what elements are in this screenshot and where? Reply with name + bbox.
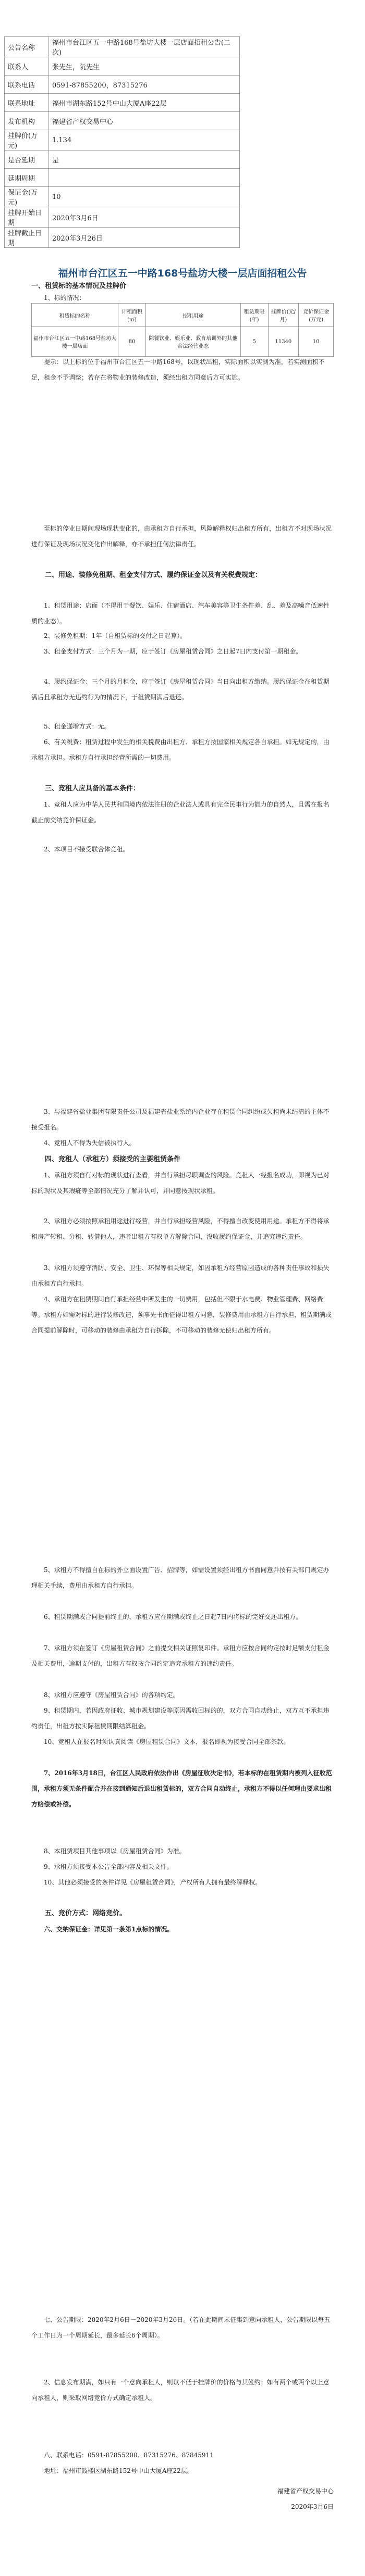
meta-value xyxy=(49,169,240,187)
page-title: 福州市台江区五一中路168号盐坊大楼一层店面招租公告 xyxy=(58,268,307,279)
term-2: 2、承租方必须按照承租用途进行经营，并自行承担经营风险，不得擅自改变使用用途。承租方不得将承租房产转租、分租、转借他人，违者出租方有权单方解除合同，没收履约保证金，并追究违约责任。 xyxy=(31,1217,330,1240)
term-9: 9、租赁期内，若因政府征收、城市规划建设等原因需收回标的的，双方合同自动终止，双方互不承担违约责任，出租方按实际租赁期限结算租金。 xyxy=(31,1707,330,1730)
term-8: 8、承租方应遵守《房屋租赁合同》的各项约定。 xyxy=(44,1691,179,1699)
term-3: 3、承租方须遵守消防、安全、卫生、环保等相关规定，如因承租方经营原因造成的各种责任事故和损失由承租方自行承担。 xyxy=(31,1264,330,1287)
meta-key: 公告名称 xyxy=(5,37,49,57)
meta-row xyxy=(5,130,240,150)
meta-value: 2020年3月26日 xyxy=(49,228,240,248)
meta-row xyxy=(5,169,240,187)
prop-header-cell: 租赁标的名称 xyxy=(32,304,118,327)
section-5-heading: 五、竞价方式：网络竞价。 xyxy=(45,1909,127,1917)
meta-value: 2020年3月6日 xyxy=(49,207,240,228)
prop-header-cell: 租赁期限(年) xyxy=(240,304,268,327)
meta-key: 挂牌价(万元) xyxy=(5,130,49,150)
cond-4: 4、竞租人不得为失信被执行人。 xyxy=(44,1139,136,1147)
term-contract: 8、本租赁项目其他事项以《房屋租赁合同》为准。 xyxy=(44,1848,186,1855)
meta-row xyxy=(5,150,240,169)
term-expropriation: 7、2016年3月18日，台江区人民政府依法作出《房屋征收决定书》，若本标的在租赁期内被列入征收范围，承租方须无条件配合并在接到通知后退出租赁标的，双方合同自动终止，承租方不得以任何理由要求出租方赔偿或补偿。 xyxy=(31,1769,332,1808)
meta-value: 是 xyxy=(49,150,240,169)
prop-header-cell: 计租面积(㎡) xyxy=(118,304,146,327)
term-7: 7、承租方须在签订《房屋租赁合同》之前提交相关证照复印件。承租方应按合同约定按时足额支付租金及相关费用，逾期支付的，出租方有权按合同约定追究承租方的违约责任。 xyxy=(31,1644,330,1667)
prop-cell: 11340 xyxy=(268,327,299,357)
note-paragraph: 提示：以上标的位于福州市台江区五一中路168号，以现状出租，实际面积以实测为准，若实测面积不足，租金不予调整；若存在将物业的装修改造，须经出租方同意后方可实施。 xyxy=(31,358,325,381)
meta-row xyxy=(5,112,240,130)
meta-row xyxy=(5,228,240,248)
contact-address: 地址：福州市鼓楼区湖东路152号中山大厦A座22层。 xyxy=(44,2467,193,2474)
meta-key: 联系地址 xyxy=(5,94,49,112)
section-7-period: 七、公告期限：2020年2月6日－2020年3月26日。（若在此期间未征集到意向承租人，公告期限以每五个工作日为一个周期延长，最多延长6个周期）。 xyxy=(31,2316,331,2339)
issue-date: 2020年3月6日 xyxy=(291,2503,334,2510)
free-rent-paragraph: 2、装修免租期：1年（自租赁标的交付之日起算）。 xyxy=(44,632,187,639)
meta-key: 挂牌开始日期 xyxy=(5,207,49,228)
increase-paragraph: 5、租金递增方式：无。 xyxy=(44,723,111,730)
contact-phone: 八、联系电话：0591-87855200、87315276、87845911 xyxy=(44,2452,214,2459)
term-10: 10、竞租人在报名时须认真阅读《房屋租赁合同》文本，报名即视为接受合同全部条款。 xyxy=(44,1738,290,1745)
meta-value: 10 xyxy=(49,187,240,207)
meta-row xyxy=(5,57,240,76)
term-accept: 9、承租方须接受本公告全部内容及相关文件。 xyxy=(44,1863,173,1870)
deposit-note: 六、交纳保证金：详见第一条第1点标的情况。 xyxy=(44,1926,174,1933)
meta-key: 保证金(万元) xyxy=(5,187,49,207)
cond-3: 3、与福建省盐业集团有限责任公司及福建省盐业系统内企业存在租赁合同纠纷或欠租尚未结清的主体不接受报名。 xyxy=(31,1108,330,1131)
term-4: 4、承租方在租赁期间自行承担经营中所发生的一切费用，包括但不限于水电费、物业管理费、网络费等。承租方如需对标的进行装修改造，须事先书面征得出租方同意，装修费用由承租方自行承担，租赁期满或合同提前解除时，可移动的装修由承租方自行拆除，不可移动的装修无偿归出租方所有。 xyxy=(31,1296,332,1334)
s1-intro: 1、标的情况： xyxy=(44,294,86,301)
section-1-heading: 一、租赁标的基本情况及挂牌价 xyxy=(31,282,127,290)
cond-1: 1、竞租人应为中华人民共和国境内依法注册的企业法人或具有完全民事行为能力的自然人，且需在报名截止前交纳竞价保证金。 xyxy=(31,801,330,824)
meta-row xyxy=(5,76,240,94)
deposit-paragraph: 4、履约保证金：三个月的月租金，应于签订《房屋租赁合同》当日向出租方缴纳。履约保证金在租赁期满后且承租方无违约行为的情况下，于租赁期满后退还。 xyxy=(31,678,330,701)
meta-table xyxy=(4,36,240,248)
prop-cell: 10 xyxy=(299,327,334,357)
meta-key: 联系人 xyxy=(5,57,49,76)
use-paragraph: 1、租赁用途：店面（不得用于餐饮、娱乐、住宿酒店、汽车美容等卫生条件差、乱、差及高噪音低速性质的业态）。 xyxy=(31,602,330,625)
meta-row xyxy=(5,37,240,57)
prop-cell: 福州市台江区五一中路168号盐坊大楼一层店面 xyxy=(32,327,118,357)
payment-paragraph: 3、租金支付方式：三个月为一期，应于签订《房屋租赁合同》之日起7日内支付第一期租金。 xyxy=(44,648,302,655)
issuer-org: 福建省产权交易中心 xyxy=(277,2487,334,2495)
prop-header-cell: 挂牌价(元/月) xyxy=(268,304,299,327)
term-6: 6、租赁期满或合同提前终止的，承租方应在期满或终止之日起7日内将标的完好交还出租方。 xyxy=(44,1613,302,1620)
meta-value: 0591-87855200，87315276 xyxy=(49,76,240,94)
section-4-heading: 四、竞租人（承租方）须接受的主要租赁条件 xyxy=(45,1155,181,1163)
meta-key: 延期周期 xyxy=(5,169,49,187)
meta-key: 挂牌截止日期 xyxy=(5,228,49,248)
meta-row xyxy=(5,94,240,112)
meta-value: 福州市台江区五一中路168号盐坊大楼一层店面招租公告(二次) xyxy=(49,37,240,57)
property-table xyxy=(31,303,334,357)
tax-paragraph: 6、有关税费：租赁过程中发生的相关税费由出租方、承租方按国家相关规定各自承担。如无规定的，由承租方承担。承租方自行承担经营所需的一切费用。 xyxy=(31,738,330,761)
meta-value: 张先生，阮先生 xyxy=(49,57,240,76)
section-3-heading: 三、竞租人应具备的基本条件： xyxy=(45,785,140,793)
prop-header-cell: 竞价保证金(万元) xyxy=(299,304,334,327)
meta-row xyxy=(5,207,240,228)
term-other: 10、其他必须接受的条件详见《房屋租赁合同》，产权所有人拥有最终解释权。 xyxy=(44,1879,262,1886)
term-1: 1、承租方须自行对标的现状进行查看，并自行承担尽职调查的风险。竞租人一经报名成功，即视为已对标的现状及其瑕疵等全部情况充分了解并认可，并同意按现状承租。 xyxy=(31,1172,330,1195)
term-5: 5、承租方不得擅自在标的外立面设置广告、招牌等，如需设置须经出租方书面同意并按有关部门规定办理相关手续，费用由承租方自行承担。 xyxy=(31,1566,330,1589)
prop-header-cell: 招租用途 xyxy=(145,304,240,327)
meta-key: 是否延期 xyxy=(5,150,49,169)
meta-key: 发布机构 xyxy=(5,112,49,130)
prop-cell: 80 xyxy=(118,327,146,357)
meta-value: 福州市湖东路152号中山大厦A座22层 xyxy=(49,94,240,112)
meta-row xyxy=(5,187,240,207)
bidding-rule: 2、信息发布期满，如只有一个意向承租人，则以不低于挂牌价的价格与其签约；如有两个或两个以上意向承租人，则采取网络竞价方式确定承租人。 xyxy=(31,2379,330,2402)
note-paragraph-2: 至标的停业日期间现场现状变化的，由承租方自行承担，风险解释权归出租方所有，出租方不对现场状况进行保证及现场状况变化作出解释，亦不承担任何法律责任。 xyxy=(31,525,332,548)
prop-cell: 除餐饮业、娱乐业、教育培训外的其他合法经营业态 xyxy=(145,327,240,357)
meta-value: 福建省产权交易中心 xyxy=(49,112,240,130)
prop-cell: 5 xyxy=(240,327,268,357)
cond-2: 2、本项目不接受联合体竞租。 xyxy=(44,846,129,853)
section-2-heading: 二、用途、装修免租期、租金支付方式、履约保证金以及有关税费规定： xyxy=(45,571,262,579)
meta-key: 联系电话 xyxy=(5,76,49,94)
meta-value: 1.134 xyxy=(49,130,240,150)
